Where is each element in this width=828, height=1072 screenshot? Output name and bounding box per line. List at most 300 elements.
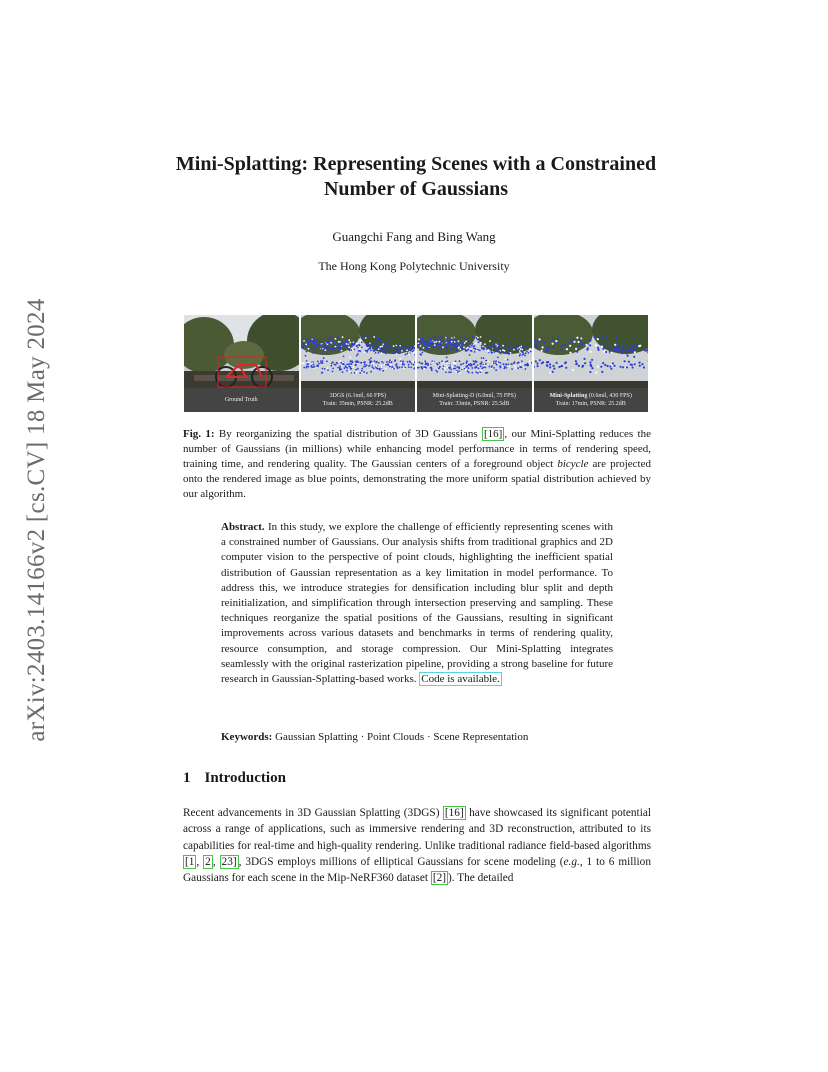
gaussian-point (627, 361, 629, 363)
gaussian-point (339, 346, 341, 348)
gaussian-point (549, 363, 551, 365)
gaussian-point (508, 353, 510, 355)
gaussian-point (596, 366, 598, 368)
gaussian-point (363, 351, 365, 353)
gaussian-point (359, 340, 361, 342)
gaussian-point (384, 351, 386, 353)
gaussian-point (475, 360, 477, 362)
gaussian-point (482, 343, 484, 345)
gaussian-point (340, 362, 342, 364)
gaussian-point (496, 364, 498, 366)
gaussian-point (473, 347, 475, 349)
gaussian-point (620, 346, 622, 348)
gaussian-point (381, 361, 383, 363)
gaussian-point (421, 352, 423, 354)
gaussian-point (584, 362, 586, 364)
gaussian-point (413, 348, 415, 350)
gaussian-point (361, 347, 363, 349)
gaussian-point (590, 365, 592, 367)
gaussian-point (454, 345, 456, 347)
gaussian-point (341, 371, 343, 373)
citation-link[interactable]: [16] (484, 428, 503, 440)
gaussian-point (370, 371, 372, 373)
gaussian-point (375, 342, 377, 344)
gaussian-point (391, 368, 393, 370)
gaussian-point (458, 346, 460, 348)
gaussian-point (412, 350, 414, 352)
gaussian-point (348, 344, 350, 346)
gaussian-point (395, 363, 397, 365)
gaussian-point (484, 343, 486, 345)
gaussian-point (451, 366, 453, 368)
gaussian-point (571, 339, 573, 341)
gaussian-point (392, 347, 394, 349)
gaussian-point (390, 364, 392, 366)
gaussian-point (426, 343, 428, 345)
gaussian-point (455, 340, 457, 342)
gaussian-point (409, 350, 411, 352)
gaussian-point (406, 349, 408, 351)
gaussian-point (328, 349, 330, 351)
gaussian-point (372, 363, 374, 365)
gaussian-point (370, 350, 372, 352)
gaussian-point (374, 344, 376, 346)
gaussian-point (384, 368, 386, 370)
gaussian-point (363, 366, 365, 368)
gaussian-point (510, 344, 512, 346)
gaussian-point (363, 371, 365, 373)
gaussian-point (455, 371, 457, 373)
gaussian-point (302, 347, 304, 349)
gaussian-point (380, 352, 382, 354)
gaussian-point (507, 359, 509, 361)
gaussian-point (313, 368, 315, 370)
gaussian-point (312, 346, 314, 348)
gaussian-point (436, 343, 438, 345)
gaussian-point (326, 367, 328, 369)
gaussian-point (484, 367, 486, 369)
gaussian-point (591, 367, 593, 369)
gaussian-point (371, 366, 373, 368)
gaussian-point (504, 350, 506, 352)
gaussian-point (583, 358, 585, 360)
gaussian-point (407, 366, 409, 368)
gaussian-point (459, 372, 461, 374)
gaussian-point (448, 371, 450, 373)
gaussian-point (614, 344, 616, 346)
gaussian-point (330, 362, 332, 364)
gaussian-point (492, 346, 494, 348)
gaussian-point (446, 366, 448, 368)
gaussian-point (358, 344, 360, 346)
gaussian-point (486, 372, 488, 374)
gaussian-point (503, 368, 505, 370)
gaussian-point (318, 344, 320, 346)
gaussian-point (625, 352, 627, 354)
gaussian-point (430, 340, 432, 342)
gaussian-point (366, 349, 368, 351)
gaussian-point (349, 357, 351, 359)
gaussian-point (522, 352, 524, 354)
gaussian-point (536, 340, 538, 342)
gaussian-point (436, 341, 438, 343)
gaussian-point (332, 349, 334, 351)
gaussian-point (350, 368, 352, 370)
gaussian-point (375, 362, 377, 364)
gaussian-point (636, 345, 638, 347)
gaussian-point (380, 343, 382, 345)
gaussian-point (328, 344, 330, 346)
gaussian-point (552, 365, 554, 367)
gaussian-point (508, 365, 510, 367)
gaussian-point (498, 351, 500, 353)
gaussian-point (608, 345, 610, 347)
gaussian-point (503, 363, 505, 365)
gaussian-point (355, 341, 357, 343)
gaussian-point (460, 364, 462, 366)
gaussian-point (387, 363, 389, 365)
gaussian-point (396, 344, 398, 346)
gaussian-point (334, 348, 336, 350)
gaussian-point (446, 343, 448, 345)
citation-link[interactable]: 2 (205, 855, 211, 868)
gaussian-point (370, 363, 372, 365)
gaussian-point (401, 364, 403, 366)
gaussian-point (375, 365, 377, 367)
gaussian-point (487, 361, 489, 363)
gaussian-point (524, 364, 526, 366)
gaussian-point (565, 367, 567, 369)
gaussian-point (466, 350, 468, 352)
gaussian-point (305, 344, 307, 346)
gaussian-point (321, 360, 323, 362)
gaussian-point (411, 345, 413, 347)
gaussian-point (511, 368, 513, 370)
gaussian-point (471, 372, 473, 374)
gaussian-point (445, 372, 447, 374)
gaussian-point (399, 358, 401, 360)
gaussian-point (353, 349, 355, 351)
gaussian-point (404, 354, 406, 356)
gaussian-point (379, 346, 381, 348)
gaussian-point (357, 350, 359, 352)
gaussian-point (440, 336, 442, 338)
gaussian-point (491, 352, 493, 354)
gaussian-point (623, 360, 625, 362)
gaussian-point (452, 339, 454, 341)
gaussian-point (447, 340, 449, 342)
gaussian-point (614, 347, 616, 349)
gaussian-point (521, 367, 523, 369)
gaussian-point (639, 345, 641, 347)
gaussian-point (360, 341, 362, 343)
gaussian-point (337, 367, 339, 369)
gaussian-point (494, 351, 496, 353)
gaussian-point (379, 340, 381, 342)
figure-caption: Fig. 1: By reorganizing the spatial distribution of 3D Gaussians [16] , our Mini-Splatting reduces the number of Gaussians (in millions) while enhancing model performance in terms of rendering speed, training time, and rendering quality. The Gaussian centers of a foreground object bicycle are projected onto the rendered image as blue points, demonstrating the more uniform spatial distribution achieved by our algorithm. (183, 428, 651, 500)
gaussian-point (346, 370, 348, 372)
gaussian-point (545, 347, 547, 349)
gaussian-point (368, 359, 370, 361)
gaussian-point (514, 365, 516, 367)
panel-caption: Ground Truth (184, 388, 299, 412)
gaussian-point (412, 352, 414, 354)
gaussian-point (305, 366, 307, 368)
gaussian-point (316, 361, 318, 363)
gaussian-point (490, 350, 492, 352)
gaussian-point (546, 350, 548, 352)
gaussian-point (366, 351, 368, 353)
gaussian-point (604, 364, 606, 366)
citation-link[interactable]: 23] (221, 855, 237, 868)
gaussian-point (380, 366, 382, 368)
gaussian-point (316, 365, 318, 367)
gaussian-point (525, 352, 527, 354)
gaussian-point (523, 345, 525, 347)
gaussian-point (553, 368, 555, 370)
gaussian-point (491, 366, 493, 368)
gaussian-point (423, 347, 425, 349)
gaussian-point (473, 337, 475, 339)
gaussian-point (535, 345, 537, 347)
gaussian-point (517, 367, 519, 369)
gaussian-point (498, 349, 500, 351)
gaussian-point (440, 351, 442, 353)
gaussian-point (471, 336, 473, 338)
gaussian-point (452, 337, 454, 339)
citation-link[interactable]: [2] (432, 872, 447, 885)
gaussian-point (525, 368, 527, 370)
abstract: Abstract. In this study, we explore the challenge of efficiently representing scenes with a constrained number of Gaussians. Our analysis shifts from traditional graphics and 2D computer vision to the perspective of point clouds, highlighting the inefficient spatial distribution of Gaussian representation as a key limitation in model performance. To address this, we introduce strategies for densification including blur split and depth reinitialization, and simplification through intersection preserving and sampling. These techniques reorganize the spatial positions of the Gaussians, resulting in significant improvements across various datasets and benchmarks in terms of rendering quality, resource consumption, and storage compression. Our Mini-Splatting integrates seamlessly with the original rasterization pipeline, providing a strong baseline for future research in Gaussian-Splatting-based works. Code is available. (221, 521, 613, 686)
gaussian-point (392, 345, 394, 347)
gaussian-point (353, 344, 355, 346)
gaussian-point (302, 339, 304, 341)
gaussian-point (404, 365, 406, 367)
gaussian-point (348, 339, 350, 341)
gaussian-point (581, 366, 583, 368)
gaussian-point (510, 352, 512, 354)
gaussian-point (307, 366, 309, 368)
gaussian-point (496, 351, 498, 353)
gaussian-point (434, 344, 436, 346)
gaussian-point (609, 365, 611, 367)
gaussian-point (410, 367, 412, 369)
abstract-label: Abstract. (221, 521, 265, 533)
gaussian-point (538, 359, 540, 361)
gaussian-point (328, 342, 330, 344)
gaussian-point (359, 350, 361, 352)
gaussian-point (613, 365, 615, 367)
gaussian-point (352, 343, 354, 345)
gaussian-point (313, 343, 315, 345)
gaussian-point (312, 348, 314, 350)
gaussian-point (483, 357, 485, 359)
gaussian-point (593, 336, 595, 338)
gaussian-point (444, 367, 446, 369)
gaussian-point (384, 353, 386, 355)
gaussian-point (377, 348, 379, 350)
gaussian-point (446, 356, 448, 358)
gaussian-point (400, 360, 402, 362)
gaussian-point (564, 361, 566, 363)
gaussian-point (589, 339, 591, 341)
citation-link[interactable]: [1 (185, 855, 195, 868)
gaussian-point (341, 336, 343, 338)
gaussian-point (375, 347, 377, 349)
gaussian-point (460, 343, 462, 345)
gaussian-point (471, 367, 473, 369)
gaussian-point (487, 351, 489, 353)
gaussian-point (551, 371, 553, 373)
gaussian-point (369, 362, 371, 364)
gaussian-point (439, 366, 441, 368)
gaussian-point (465, 348, 467, 350)
gaussian-point (556, 338, 558, 340)
gaussian-point (408, 354, 410, 356)
gaussian-point (454, 362, 456, 364)
gaussian-point (338, 349, 340, 351)
citation-link[interactable]: [16] (444, 807, 464, 819)
gaussian-point (412, 364, 414, 366)
gaussian-point (323, 348, 325, 350)
gaussian-point (465, 341, 467, 343)
gaussian-point (497, 357, 499, 359)
gaussian-point (357, 368, 359, 370)
gaussian-point (331, 371, 333, 373)
gaussian-point (632, 343, 634, 345)
code-link[interactable]: Code is available. (421, 673, 500, 686)
gaussian-point (543, 341, 545, 343)
gaussian-point (521, 360, 523, 362)
gaussian-point (446, 350, 448, 352)
gaussian-point (475, 343, 477, 345)
gaussian-point (420, 354, 422, 356)
gaussian-point (541, 346, 543, 348)
gaussian-point (418, 338, 420, 340)
gaussian-point (473, 363, 475, 365)
gaussian-point (616, 349, 618, 351)
gaussian-point (461, 337, 463, 339)
gaussian-point (501, 366, 503, 368)
gaussian-point (600, 337, 602, 339)
paper-title: Mini-Splatting: Representing Scenes with a Constrained Number of Gaussians (175, 153, 657, 200)
gaussian-point (318, 363, 320, 365)
gaussian-point (443, 365, 445, 367)
gaussian-point (382, 339, 384, 341)
gaussian-point (606, 365, 608, 367)
gaussian-point (345, 339, 347, 341)
gaussian-point (625, 366, 627, 368)
gaussian-point (436, 371, 438, 373)
gaussian-point (472, 343, 474, 345)
gaussian-point (406, 361, 408, 363)
gaussian-point (361, 370, 363, 372)
gaussian-point (624, 350, 626, 352)
gaussian-point (493, 363, 495, 365)
gaussian-point (479, 350, 481, 352)
gaussian-point (505, 352, 507, 354)
panel-caption: 3DGS (6.1mil, 66 FPS) Train: 35min, PSNR: 25.2dB (301, 388, 416, 412)
gaussian-point (321, 345, 323, 347)
paper-affiliation: The Hong Kong Polytechnic University (318, 259, 510, 273)
gaussian-point (354, 337, 356, 339)
gaussian-point (377, 352, 379, 354)
gaussian-point (420, 345, 422, 347)
gaussian-point (515, 367, 517, 369)
gaussian-point (600, 346, 602, 348)
gaussian-point (630, 364, 632, 366)
gaussian-point (454, 368, 456, 370)
figure-panel-mini-splatting-d (417, 315, 532, 412)
gaussian-point (418, 344, 420, 346)
gaussian-point (439, 362, 441, 364)
paper-authors: Guangchi Fang and Bing Wang (332, 229, 496, 244)
keywords: Keywords: Gaussian Splatting · Point Clouds · Scene Representation (221, 731, 529, 743)
gaussian-point (305, 351, 307, 353)
gaussian-point (418, 367, 420, 369)
gaussian-point (401, 366, 403, 368)
gaussian-point (495, 362, 497, 364)
gaussian-point (507, 352, 509, 354)
gaussian-point (450, 348, 452, 350)
gaussian-point (410, 363, 412, 365)
gaussian-point (431, 345, 433, 347)
gaussian-point (477, 372, 479, 374)
gaussian-point (469, 354, 471, 356)
gaussian-point (320, 339, 322, 341)
gaussian-point (529, 363, 531, 365)
gaussian-point (400, 345, 402, 347)
gaussian-point (369, 347, 371, 349)
gaussian-point (569, 352, 571, 354)
gaussian-point (477, 366, 479, 368)
gaussian-point (462, 363, 464, 365)
gaussian-point (608, 350, 610, 352)
gaussian-point (388, 359, 390, 361)
gaussian-point (320, 362, 322, 364)
gaussian-point (345, 343, 347, 345)
gaussian-point (399, 352, 401, 354)
gaussian-point (600, 366, 602, 368)
gaussian-point (327, 338, 329, 340)
gaussian-point (351, 349, 353, 351)
gaussian-point (529, 360, 531, 362)
gaussian-point (303, 367, 305, 369)
gaussian-point (547, 361, 549, 363)
gaussian-point (517, 362, 519, 364)
gaussian-point (315, 340, 317, 342)
gaussian-point (446, 337, 448, 339)
gaussian-point (437, 336, 439, 338)
gaussian-point (306, 363, 308, 365)
gaussian-point (540, 340, 542, 342)
gaussian-point (549, 371, 551, 373)
gaussian-point (366, 372, 368, 374)
gaussian-point (348, 349, 350, 351)
gaussian-point (343, 367, 345, 369)
gaussian-point (446, 362, 448, 364)
gaussian-point (483, 365, 485, 367)
gaussian-point (476, 366, 478, 368)
gaussian-point (560, 345, 562, 347)
gaussian-point (360, 362, 362, 364)
gaussian-point (446, 345, 448, 347)
gaussian-point (499, 362, 501, 364)
gaussian-point (497, 343, 499, 345)
gaussian-point (615, 337, 617, 339)
gaussian-point (513, 349, 515, 351)
gaussian-point (355, 355, 357, 357)
